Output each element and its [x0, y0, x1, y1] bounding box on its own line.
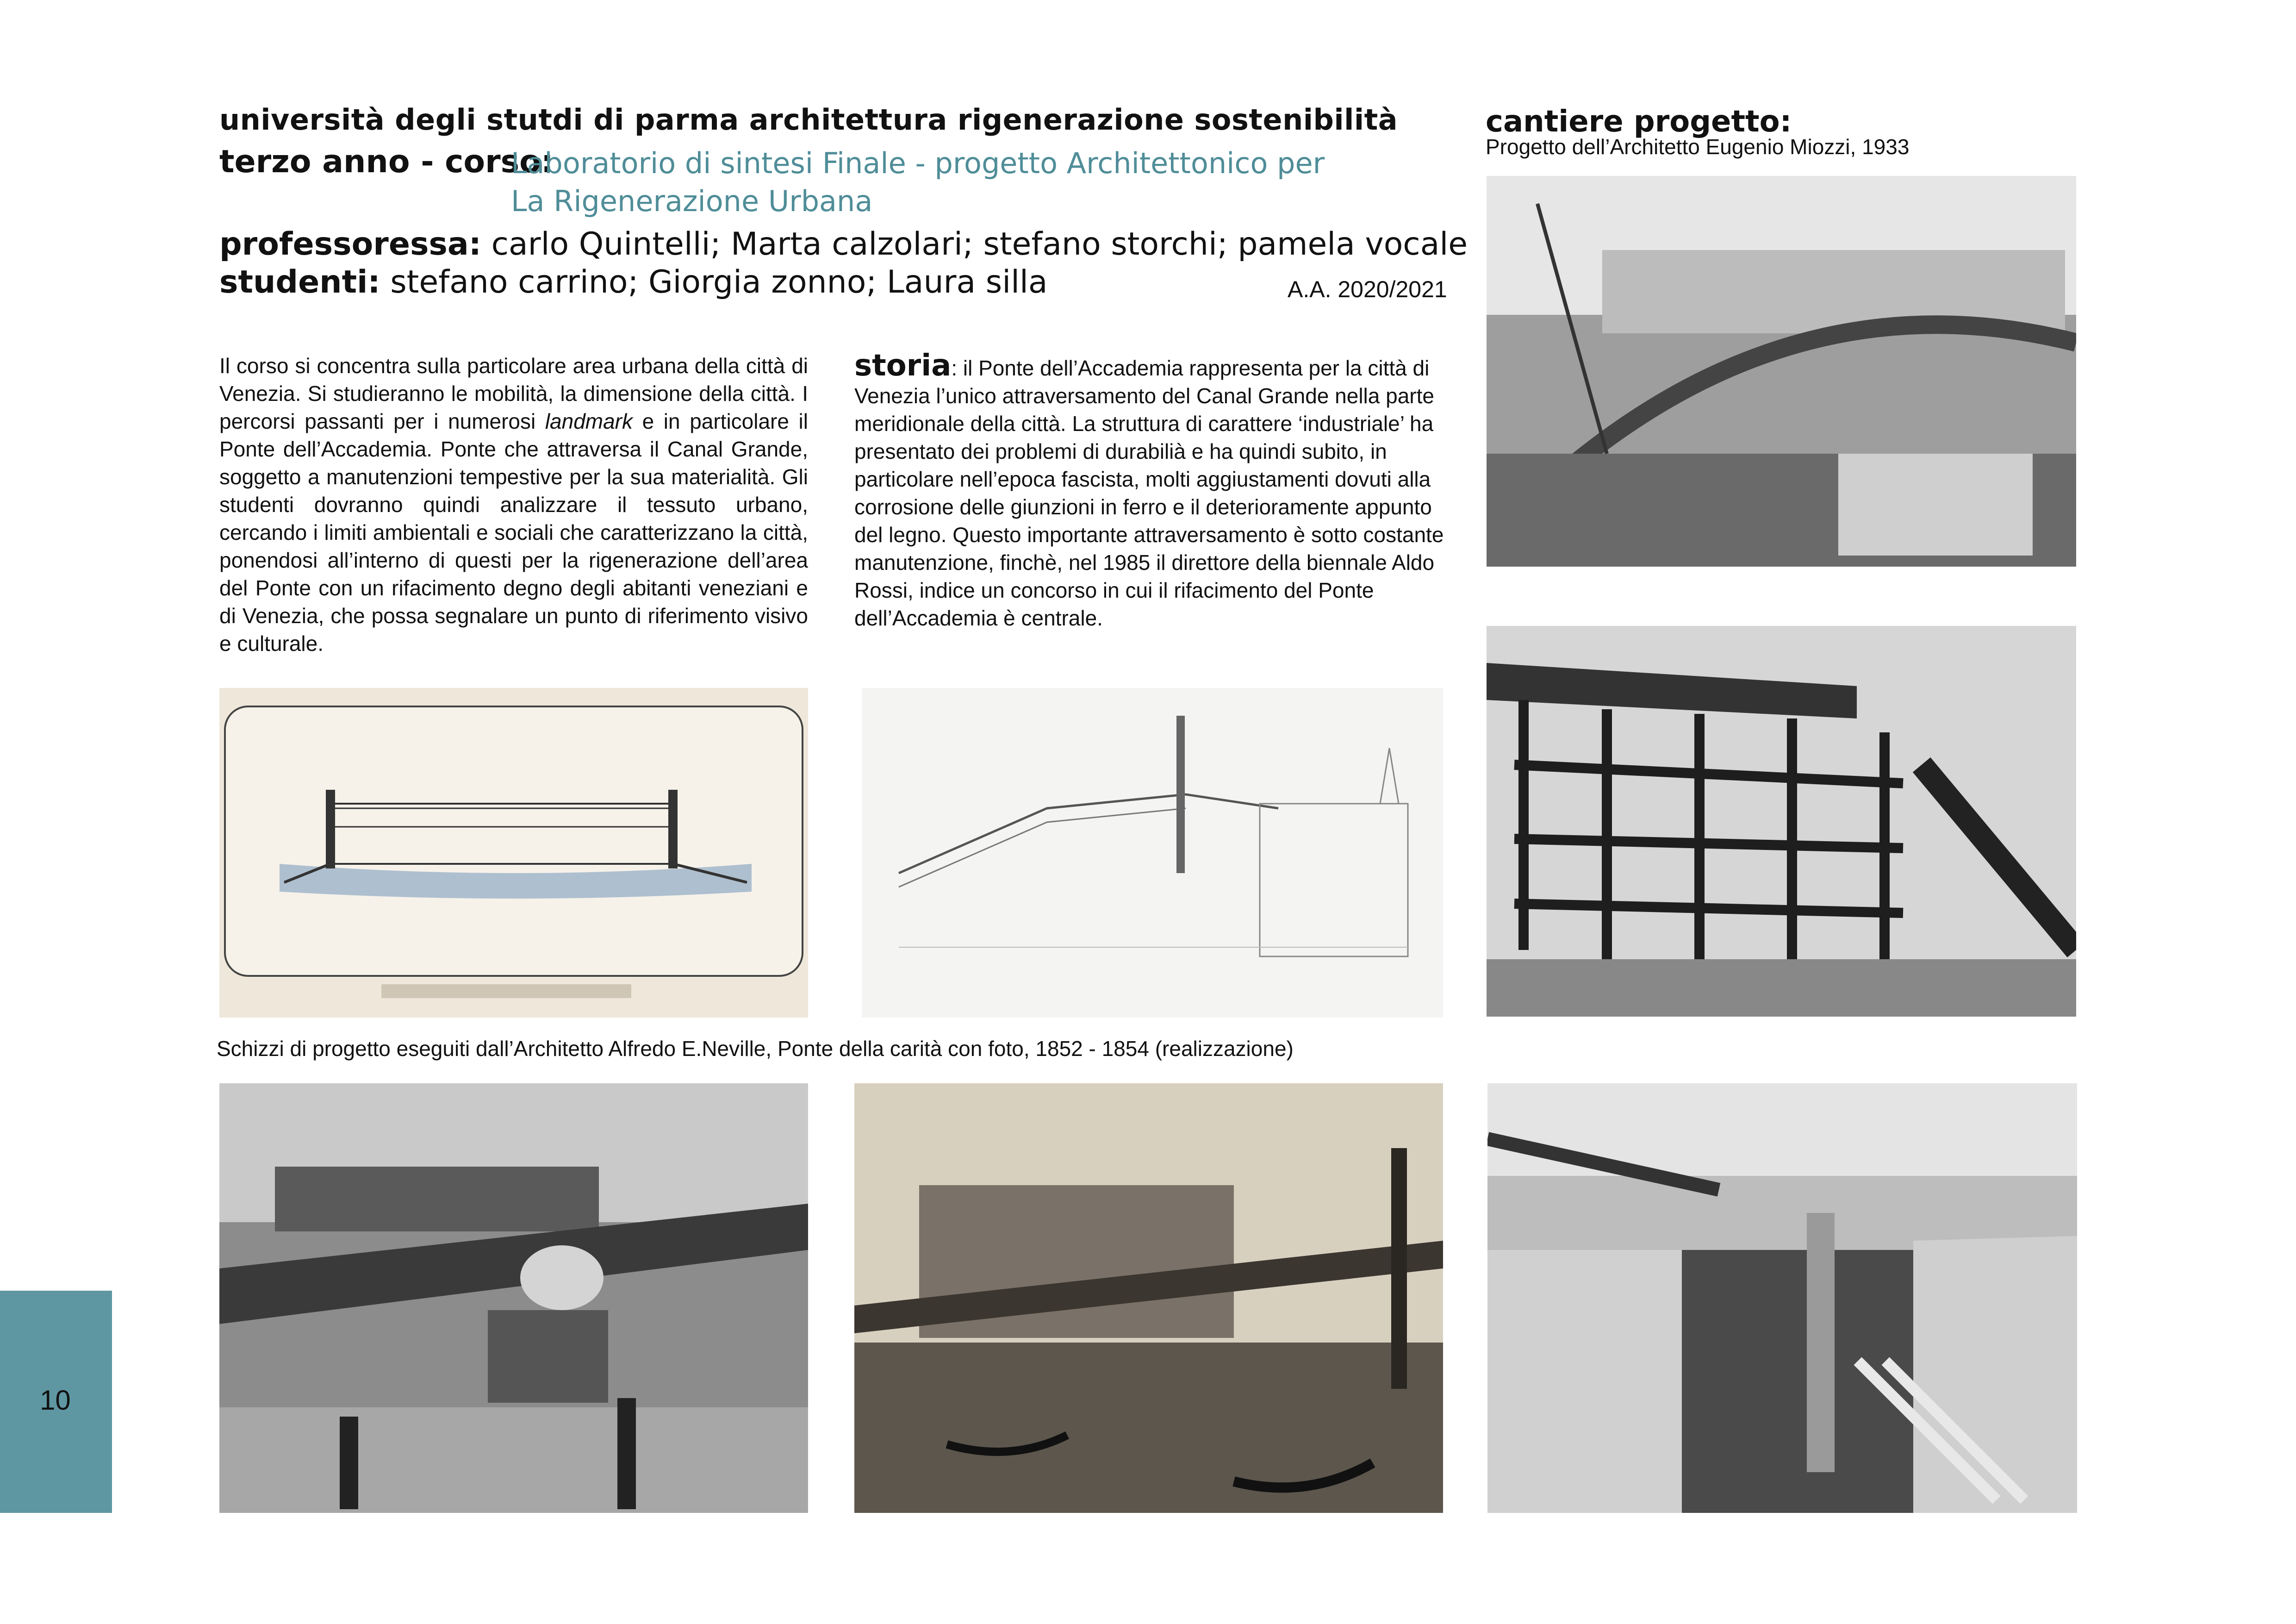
students-line [219, 264, 1048, 300]
course-label: terzo anno - corso: [219, 144, 554, 180]
course-title: Laboratorio di sintesi Finale - progetto Architettonico per La Rigenerazione Urbana [511, 146, 1325, 218]
image-caption: Schizzi di progetto eseguiti dall’Architetto Alfredo E.Neville, Ponte della carità con foto, 1852 - 1854 (realizzazione) [217, 1037, 1294, 1061]
accademia-bridge-gondolas-photo [854, 1083, 1443, 1513]
accademia-bridge-stairs-photo [219, 1083, 808, 1513]
construction-photo-foundation [1487, 1083, 2077, 1513]
header-institution: università degli stutdi di parma architettura rigenerazione sostenibilità [219, 103, 1398, 137]
students-label: studenti: [219, 264, 380, 300]
construction-subtitle: Progetto dell’Architetto Eugenio Miozzi, 1933 [1486, 135, 1910, 159]
history-paragraph [854, 349, 1451, 632]
students-names: stefano carrino; Giorgia zonno; Laura silla [380, 264, 1048, 300]
professors-names: carlo Quintelli; Marta calzolari; stefano storchi; pamela vocale [481, 226, 1468, 262]
intro-italic: landmark [545, 409, 633, 433]
construction-title: cantiere progetto: [1486, 105, 1792, 139]
construction-photo-scaffold [1487, 626, 2076, 1017]
construction-photo-arch [1487, 176, 2076, 567]
history-lead: storia [854, 349, 952, 383]
intro-paragraph [219, 352, 808, 657]
academic-year: A.A. 2020/2021 [1288, 276, 1447, 302]
professors-label: professoressa: [219, 226, 481, 262]
bridge-sketch-drawing [862, 688, 1443, 1018]
professors-line [219, 226, 1468, 262]
intro-text-b: e in particolare il Ponte dell’Accademia. Ponte che attraversa il Canal Grande, soggetto a manutenzioni tempestive per la sua materialità. Gli studenti dovranno quindi analizzare il tessuto urbano, cercando i limiti ambientali e sociali che caratterizzano la città, ponendosi all’interno di questi per la rigenerazione dell’area del Ponte con un rifacimento degno degli abitanti veneziani e di Venezia, che possa segnalare un punto di riferimento visivo e culturale. [219, 409, 808, 656]
page-number: 10 [40, 1385, 71, 1416]
history-text: : il Ponte dell’Accademia rappresenta per la città di Venezia l’unico attraversamento del Canal Grande nella parte meridionale della città. La struttura di carattere ‘industriale’ ha presentato dei problemi di durabilià e ha quindi subito, in particolare nell’epoca fascista, molti aggiustamenti dovuti alla corrosione delle giunzioni in ferro e il deterioramente appunto del legno. Questo importante attraversamento è sotto costante manutenzione, finchè, nel 1985 il direttore della biennale Aldo Rossi, indice un concorso in cui il rifacimento del Ponte dell’Accademia è centrale. [854, 356, 1444, 630]
neville-elevation-drawing [219, 688, 808, 1018]
intro-text-a: Il corso si concentra sulla particolare area urbana della città di Venezia. Si studieranno le mobilità, la dimensione della città. I percorsi passanti per i numerosi [219, 354, 808, 433]
